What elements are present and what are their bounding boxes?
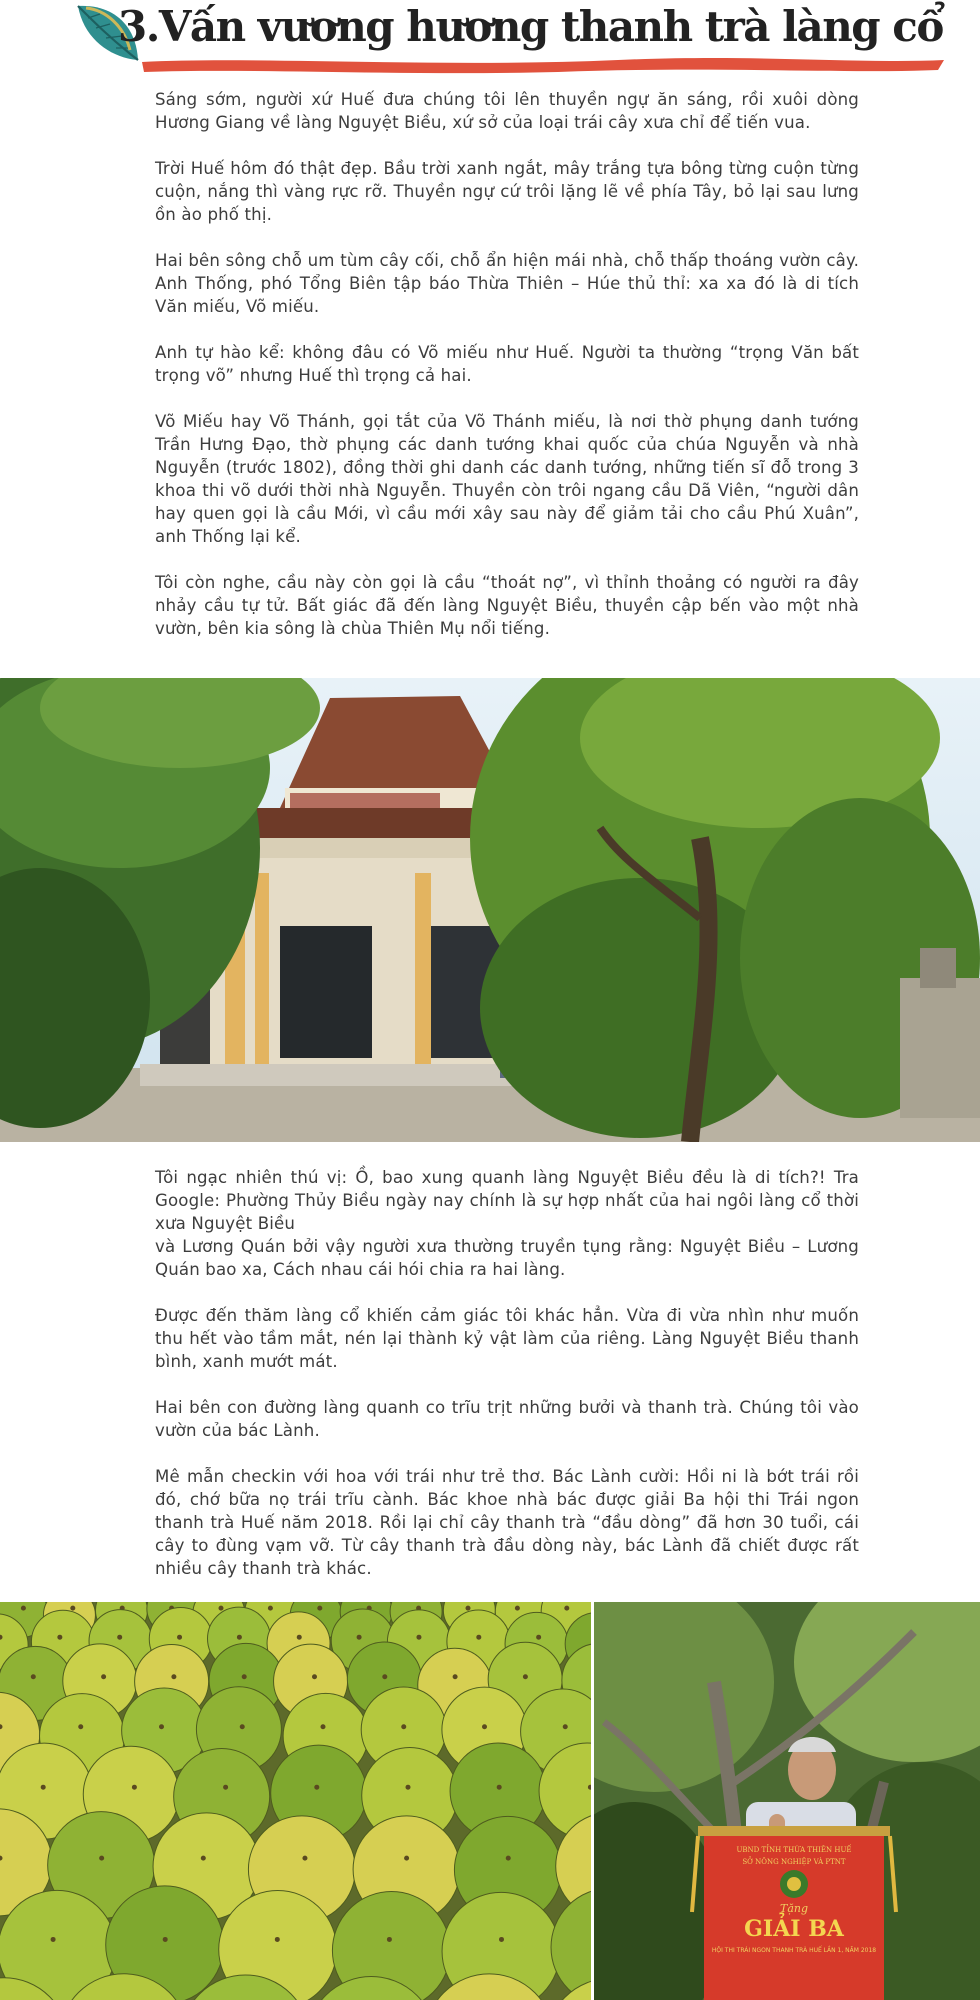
paragraph: Mê mẫn checkin với hoa với trái như trẻ thơ. Bác Lành cười: Hồi ni là bớt trái rồi đó, chớ bữa nọ trái trĩu cành. Bác khoe nhà bác được giải Ba hội thi Trái ngon thanh trà Huế năm 2018. Rồi lại chỉ cây thanh trà “đầu dòng” đã hơn 30 tuổi, cái cây to đùng vạm vỡ. Từ cây thanh trà đầu dòng này, bác Lành đã chiết được rất nhiều cây thanh trà khác. [155,1467,859,1578]
grapefruit-stem [159,1724,164,1729]
paragraph: Sáng sớm, người xứ Huế đưa chúng tôi lên thuyền ngự ăn sáng, rồi xuôi dòng Hương Giang về làng Nguyệt Biều, xứ sở của loại trái cây xưa chỉ để tiến vua. [155,90,859,132]
paragraph: và Lương Quán bởi vậy người xưa thường truyền tụng rằng: Nguyệt Biều – Lương Quán bao xa, Cách nhau cái hói chia ra hai làng. [155,1237,859,1279]
grapefruit-stem [132,1785,137,1790]
article-section-2 [155,1166,859,1603]
article-header [0,0,980,90]
paragraph: Tôi ngạc nhiên thú vị: Ồ, bao xung quanh làng Nguyệt Biều đều là di tích?! Tra Google: Phường Thủy Biều ngày nay chính là sự hợp nhất của hai ngôi làng cổ thời xưa Nguyệt Biều [155,1168,859,1233]
grapefruit-stem [101,1674,106,1679]
grapefruit-stem [499,1937,504,1942]
grapefruit-stem [51,1937,56,1942]
paragraph: Được đến thăm làng cổ khiến cảm giác tôi khác hẳn. Vừa đi vừa nhìn như muốn thu hết vào tầm mắt, nén lại thành kỷ vật làm của riêng. Làng Nguyệt Biều thanh bình, xanh mướt mát. [155,1306,859,1371]
grapefruit-stem [237,1635,242,1640]
grapefruit-stem [466,1606,471,1611]
grapefruit-stem [406,1785,411,1790]
grapefruit-stem [382,1674,387,1679]
house-photo [0,678,980,1142]
grapefruit-stem [70,1606,75,1611]
grapefruit-stem [31,1674,36,1679]
banner-award: GIẢI BA [744,1916,844,1942]
grapefruit-stem [564,1606,569,1611]
banner-line-1: UBND TỈNH THỪA THIÊN HUẾ [736,1846,852,1854]
title-underline [138,52,948,82]
grapefruit-stem [317,1606,322,1611]
grapefruit-stem [314,1785,319,1790]
grapefruit-stem [163,1937,168,1942]
grapefruit-stem [357,1635,362,1640]
grapefruit-stem [453,1674,458,1679]
grapefruit-stem [117,1635,122,1640]
paragraph: Tôi còn nghe, cầu này còn gọi là cầu “thoát nợ”, vì thỉnh thoảng có người ra đây nhảy cầu tự tử. Bất giác đã đến làng Nguyệt Biều, thuyền cập bến vào một nhà vườn, bên kia sông là chùa Thiên Mụ nổi tiếng. [155,573,859,638]
banner-tang: Tặng [779,1902,809,1915]
grapefruit-stem [506,1856,511,1861]
grapefruit-stem [268,1606,273,1611]
banner-event: HỘI THI TRÁI NGON THANH TRÀ HUẾ LẦN 1, NĂM 2018 [711,1947,877,1954]
grapefruit-stem [482,1724,487,1729]
grapefruit-stem [563,1724,568,1729]
grapefruit-stem [41,1785,46,1790]
grapefruit-stem [78,1724,83,1729]
grapefruit-stem [387,1937,392,1942]
grapefruit-stem [321,1724,326,1729]
banner-line-2: SỞ NÔNG NGHIỆP VÀ PTNT [742,1858,846,1866]
grapefruit-stem [177,1635,182,1640]
grapefruit-stem [219,1606,224,1611]
grapefruit-stem [99,1856,104,1861]
paragraph: Anh tự hào kể: không đâu có Võ miếu như Huế. Người ta thường “trọng Văn bất trọng võ” nhưng Huế thì trọng cả hai. [155,343,859,385]
paragraph: Hai bên sông chỗ um tùm cây cối, chỗ ẩn hiện mái nhà, chỗ thấp thoáng vườn cây. Anh Thống, phó Tổng Biên tập báo Thừa Thiên – Húe thủ thỉ: xa xa đó là di tích Văn miếu, Võ miếu. [155,251,859,316]
page-title: 3.Vấn vương hương thanh trà làng cổ [118,2,943,51]
grapefruit-stem [21,1606,26,1611]
grapefruit-stem [171,1674,176,1679]
grapefruit-stem [297,1635,302,1640]
grapefruit-stem [515,1606,520,1611]
grapefruit-stem [57,1635,62,1640]
grapefruit-stem [416,1635,421,1640]
grapefruit-stem [242,1674,247,1679]
grapefruit-stem [497,1785,502,1790]
grapefruit-photo [0,1602,591,2000]
grapefruit-stem [201,1856,206,1861]
paragraph: Trời Huế hôm đó thật đẹp. Bầu trời xanh ngắt, mây trắng tựa bông từng cuộn từng cuộn, nắng thì vàng rực rỡ. Thuyền ngự cứ trôi lặng lẽ về phía Tây, bỏ lại sau lưng ồn ào phố thị. [155,159,859,224]
article-section-1 [155,88,859,663]
grapefruit-stem [240,1724,245,1729]
paragraph: Hai bên con đường làng quanh co trĩu trịt những bưởi và thanh trà. Chúng tôi vào vườn của bác Lành. [155,1398,859,1440]
grapefruit-stem [312,1674,317,1679]
grapefruit-stem [401,1724,406,1729]
grapefruit-stem [536,1635,541,1640]
grapefruit-stem [476,1635,481,1640]
grapefruit-stem [223,1785,228,1790]
paragraph: Võ Miếu hay Võ Thánh, gọi tắt của Võ Thánh miếu, là nơi thờ phụng danh tướng Trần Hưng Đạo, thờ phụng các danh tướng khai quốc của chúa Nguyễn và nhà Nguyễn (trước 1802), đồng thời ghi danh các danh tướng, những tiến sĩ đỗ trong 3 khoa thi võ dưới thời nhà Nguyễn. Thuyền còn trôi ngang cầu Dã Viên, “người dân hay quen gọi là cầu Mới, vì cầu mới xây sau này để giảm tải cho cầu Phú Xuân”, anh Thống lại kể. [155,412,859,546]
farmer-award-photo [594,1602,980,2000]
grapefruit-stem [523,1674,528,1679]
grapefruit-stem [275,1937,280,1942]
grapefruit-stem [404,1856,409,1861]
grapefruit-stem [302,1856,307,1861]
